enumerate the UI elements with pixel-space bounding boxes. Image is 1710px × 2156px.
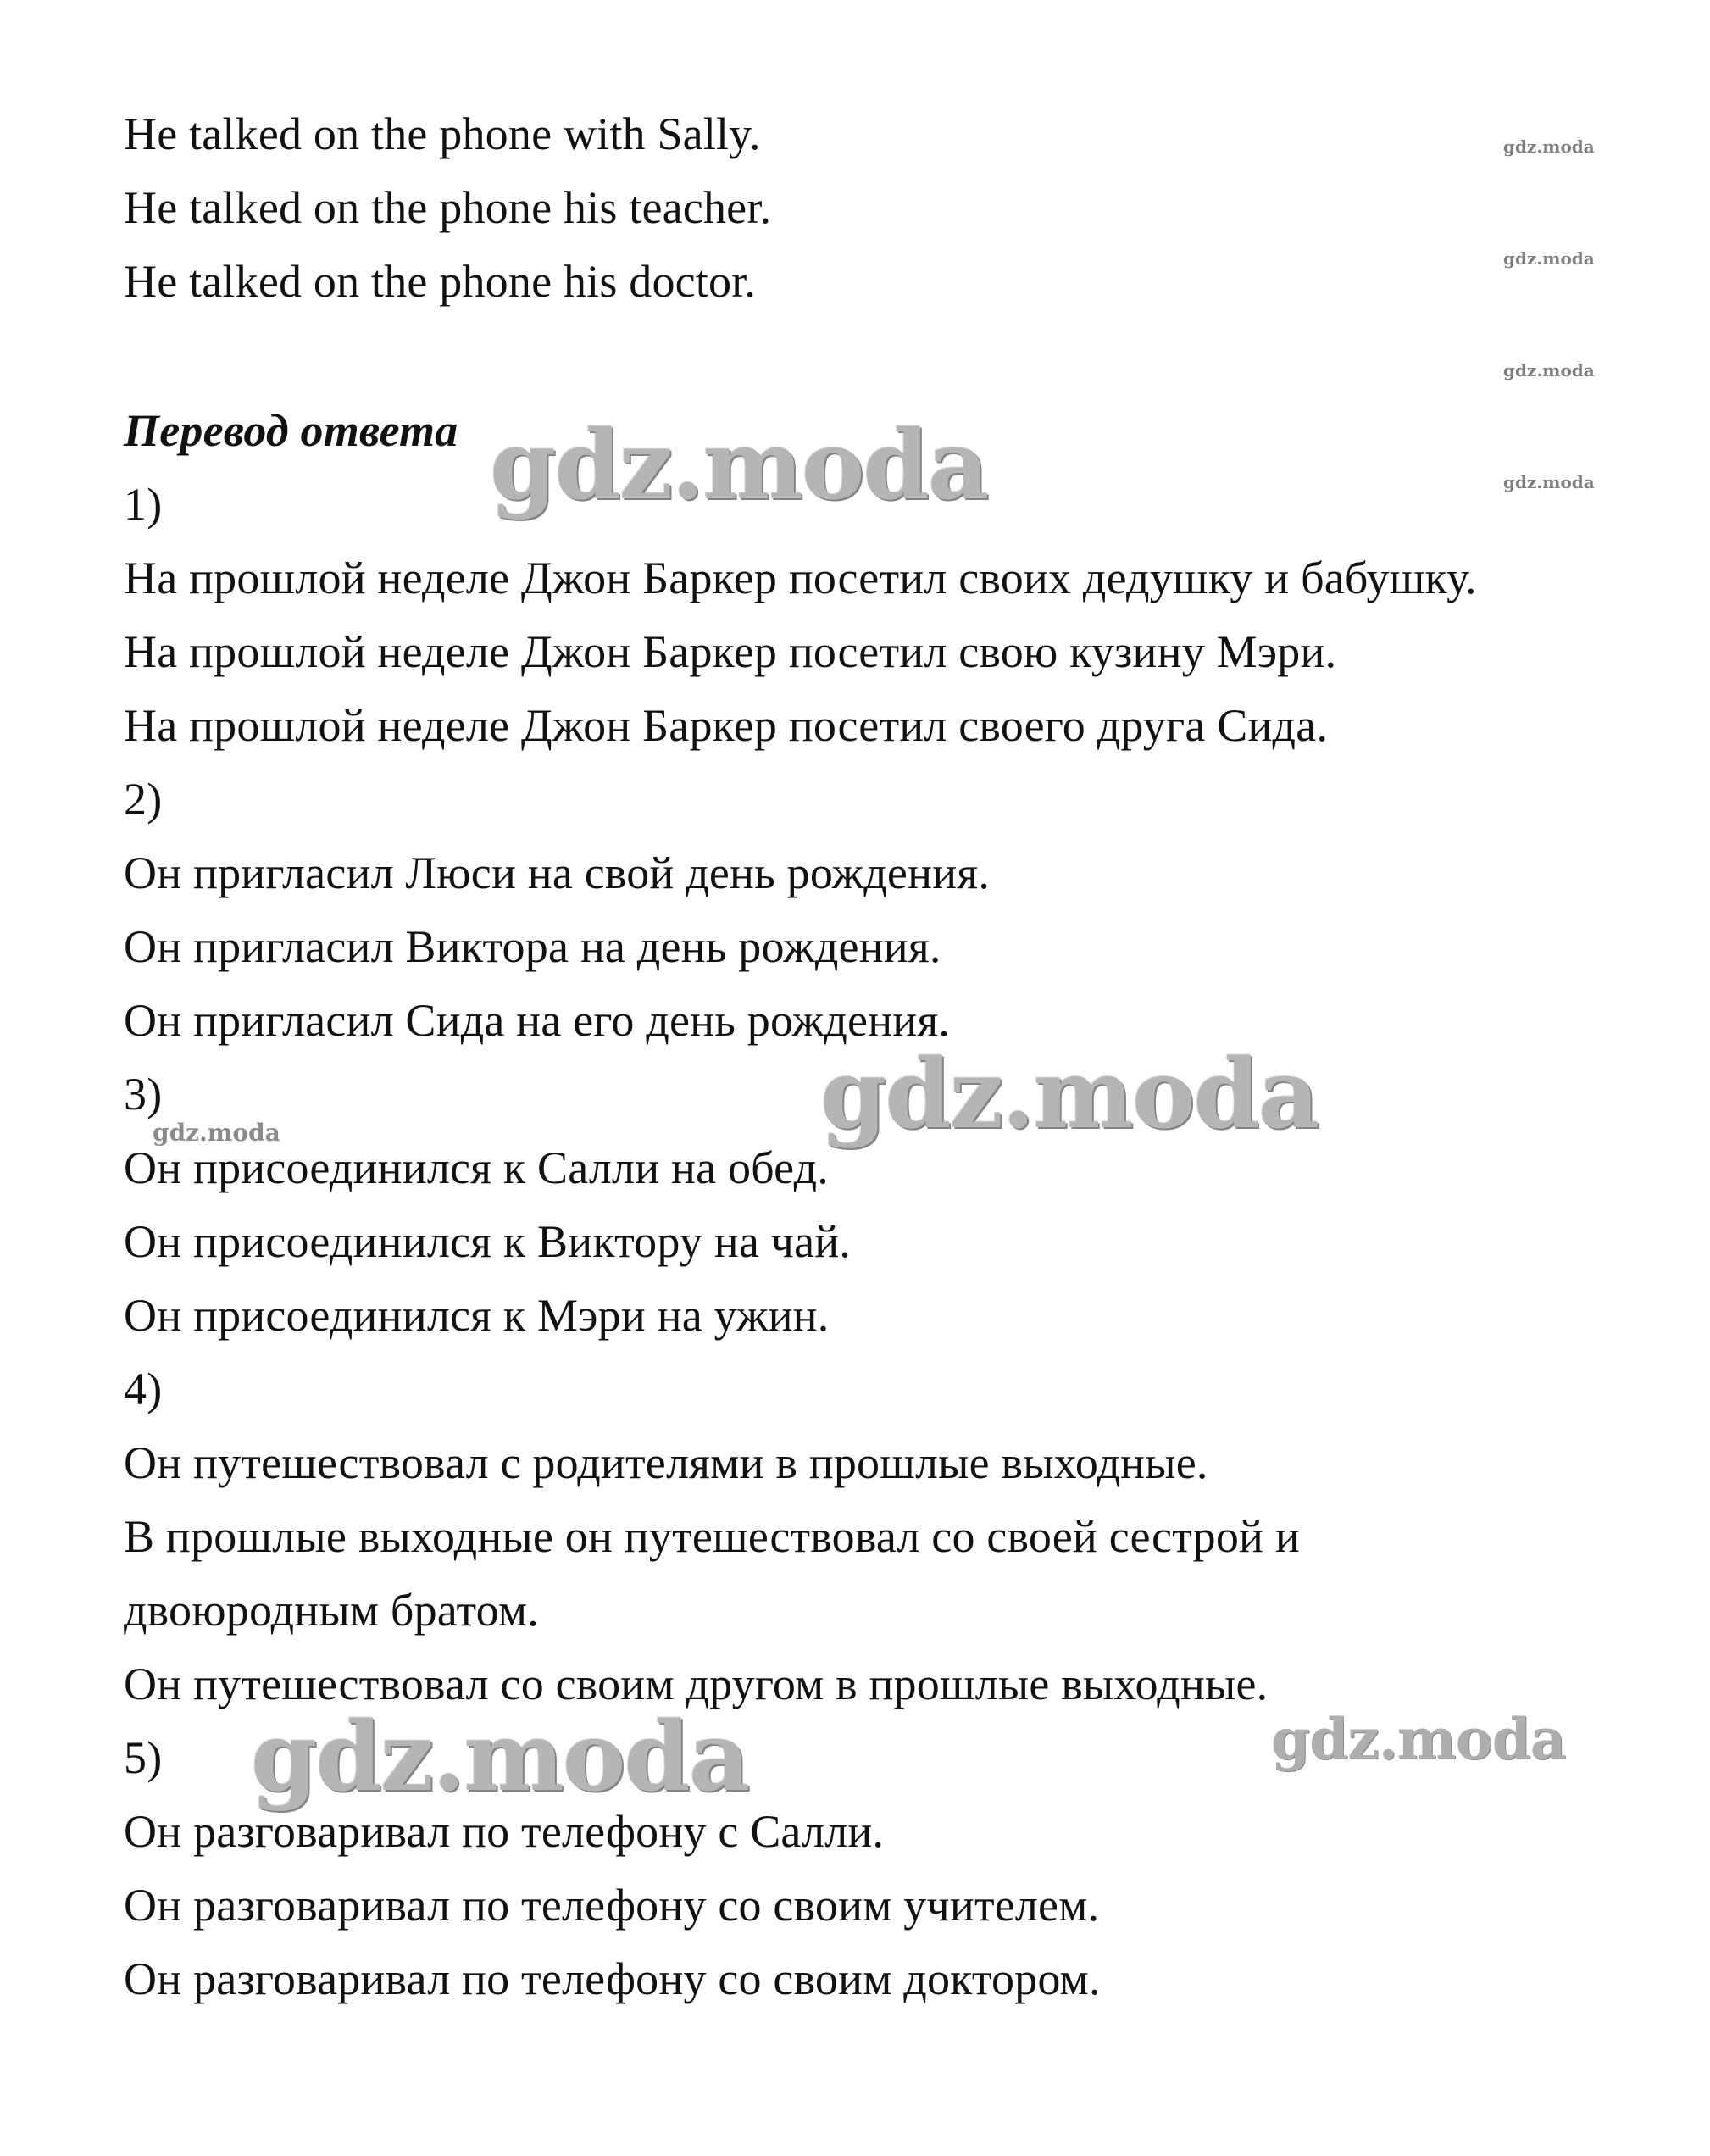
section-number-4: 4): [124, 1364, 163, 1414]
section-4-line-4: Он путешествовал со своим другом в прошлые выходные.: [124, 1659, 1269, 1709]
watermark-large: gdz.moda: [820, 1039, 1319, 1150]
section-2-line-3: Он пригласил Сида на его день рождения.: [124, 995, 951, 1046]
section-4-line-3: двоюродным братом.: [124, 1585, 539, 1636]
section-3-line-1: Он присоединился к Салли на обед.: [124, 1142, 829, 1193]
watermark-small: gdz.moda: [1503, 136, 1595, 157]
section-2-line-1: Он пригласил Люси на свой день рождения.: [124, 847, 991, 898]
section-number-1: 1): [124, 479, 163, 530]
watermark-small: gdz.moda: [1503, 248, 1595, 269]
section-3-line-3: Он присоединился к Мэри на ужин.: [124, 1290, 830, 1341]
watermark-large: gdz.moda: [490, 410, 988, 521]
english-line-2: He talked on the phone his teacher.: [124, 182, 772, 233]
section-4-line-1: Он путешествовал с родителями в прошлые выходные.: [124, 1437, 1208, 1488]
section-number-5: 5): [124, 1732, 163, 1783]
watermark-small: gdz.moda: [153, 1119, 280, 1147]
section-number-3: 3): [124, 1069, 163, 1120]
watermark-small: gdz.moda: [1503, 472, 1595, 492]
english-line-3: He talked on the phone his doctor.: [124, 256, 757, 307]
translation-heading: Перевод ответа: [124, 405, 458, 456]
section-4-line-2: В прошлые выходные он путешествовал со своей сестрой и: [124, 1511, 1300, 1562]
section-3-line-2: Он присоединился к Виктору на чай.: [124, 1216, 852, 1267]
section-5-line-2: Он разговаривал по телефону со своим учителем.: [124, 1880, 1100, 1931]
section-1-line-3: На прошлой неделе Джон Баркер посетил своего друга Сида.: [124, 700, 1329, 751]
watermark-small: gdz.moda: [1503, 360, 1595, 381]
section-5-line-3: Он разговаривал по телефону со своим доктором.: [124, 1953, 1101, 2004]
section-number-2: 2): [124, 774, 163, 825]
watermark-medium: gdz.moda: [1271, 1706, 1566, 1772]
watermark-large: gdz.moda: [251, 1702, 749, 1813]
english-line-1: He talked on the phone with Sally.: [124, 108, 761, 159]
section-1-line-1: На прошлой неделе Джон Баркер посетил своих дедушку и бабушку.: [124, 553, 1477, 603]
section-1-line-2: На прошлой неделе Джон Баркер посетил свою кузину Мэри.: [124, 626, 1337, 677]
section-2-line-2: Он пригласил Виктора на день рождения.: [124, 921, 941, 972]
section-5-line-1: Он разговаривал по телефону с Салли.: [124, 1806, 885, 1857]
